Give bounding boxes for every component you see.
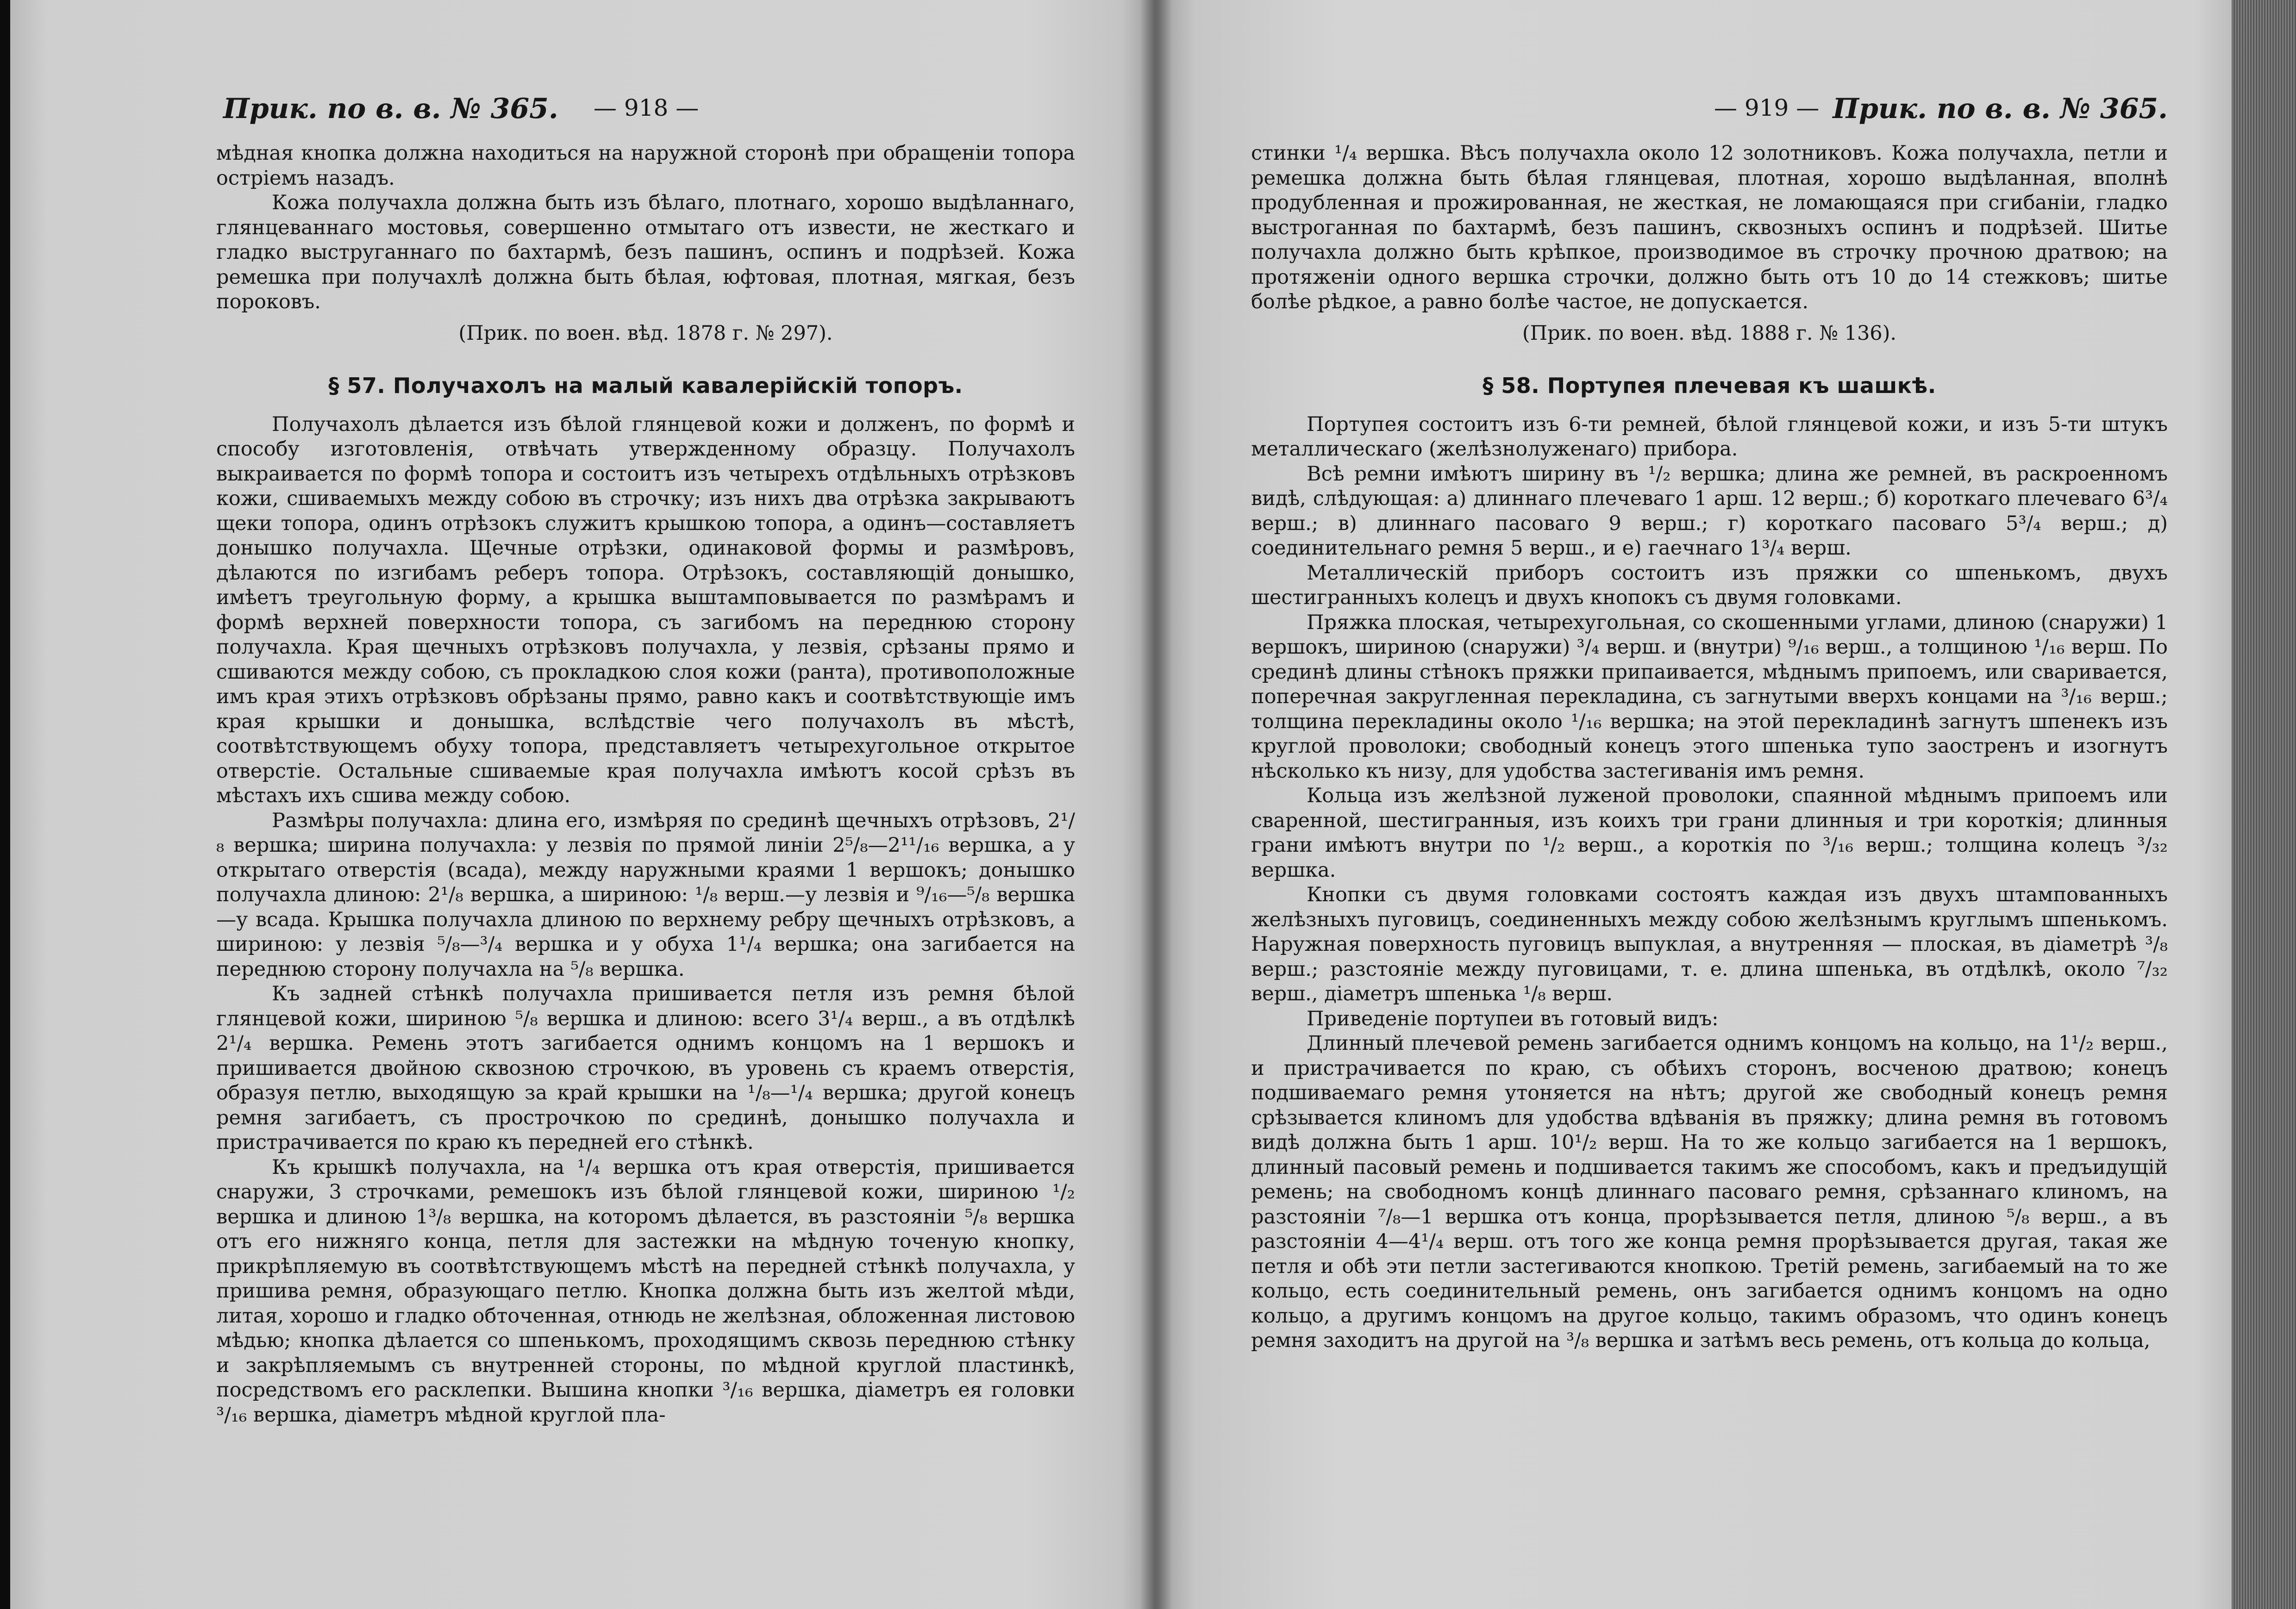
paragraph: Портупея состоитъ изъ 6-ти ремней, бѣлой глянцевой кожи, и изъ 5-ти штукъ металлическаго (желѣзнолуженаго) прибора. [1251, 412, 2168, 461]
left-page-number: — 918 — [594, 94, 699, 121]
paragraph: Длинный плечевой ремень загибается однимъ концомъ на кольцо, на 1¹/₂ верш., и пристрачивается по краю, съ обѣихъ сторонъ, восченою дратвою; конецъ подшиваемаго ремня утоняется на нѣтъ; другой же свободный конецъ ремня срѣзывается клиномъ для удобства вдѣванія въ пряжку; длина ремня въ готовомъ видѣ должна быть 1 арш. 10¹/₂ верш. На то же кольцо загибается на 1 вершокъ, длинный пасовый ремень и подшивается такимъ же способомъ, какъ и предъидущій ремень; на свободномъ концѣ длиннаго пасоваго ремня, срѣзаннаго клиномъ, на разстояніи ⁷/₈—1 вершка отъ конца, прорѣзывается петля, длиною ⁵/₈ верш., а въ разстояніи 4—4¹/₄ верш. отъ того же конца ремня прорѣзывается другая, такая же петля и обѣ эти петли застегиваются кнопкою. Третій ремень, загибаемый на то же кольцо, есть соединительный ремень, онъ загибается однимъ концомъ на одно кольцо, а другимъ концомъ на другое кольцо, такимъ образомъ, что одинъ конецъ ремня заходитъ на другой на ³/₈ вершка и затѣмъ весь ремень, отъ кольца до кольца, [1251, 1032, 2168, 1352]
right-page-header [1251, 93, 2168, 125]
citation: (Прик. по воен. вѣд. 1878 г. № 297). [458, 321, 833, 345]
book-gutter [1140, 0, 1172, 1609]
paragraph: стинки ¹/₄ вершка. Вѣсъ получахла около 12 золотниковъ. Кожа получахла, петли и ремешка должна быть бѣлая глянцевая, плотная, хорошо выдѣланная, вполнѣ продубленная и прожированная, не жесткая, не ломающаяся при сгибаніи, гладко выстроганная по бахтармѣ, безъ пашинъ, сквозныхъ оспинъ и подрѣзей. Шитье получахла должно быть крѣпкое, производимое въ строчку прочною дратвою; на протяженіи одного вершка строчки, должно быть отъ 10 до 14 стежковъ; шитье болѣе рѣдкое, а равно болѣе частое, не допускается. [1251, 142, 2168, 313]
paragraph: Металлическій приборъ состоитъ изъ пряжки со шпенькомъ, двухъ шестигранныхъ колецъ и двухъ кнопокъ съ двумя головками. [1251, 561, 2168, 609]
paragraph: Приведеніе портупеи въ готовый видъ: [1307, 1007, 1719, 1030]
page-edges [2232, 0, 2296, 1609]
paragraph: Кожа получахла должна быть изъ бѣлаго, плотнаго, хорошо выдѣланнаго, глянцеваннаго мостовья, совершенно отмытаго отъ извести, не жесткаго и гладко выструганнаго по бахтармѣ, безъ пашинъ, оспинъ и подрѣзей. Кожа ремешка при получахлѣ должна быть бѣлая, юфтовая, плотная, мягкая, безъ пороковъ. [216, 191, 1075, 313]
section-heading-57: § 57. Получахолъ на малый кавалерійскій топоръ. [328, 373, 963, 398]
right-page-number: — 919 — [1714, 94, 1820, 121]
paragraph: Всѣ ремни имѣютъ ширину въ ¹/₂ вершка; длина же ремней, въ раскроенномъ видѣ, слѣдующая: а) длиннаго плечеваго 1 арш. 12 верш.; б) короткаго плечеваго 6³/₄ верш.; в) длиннаго пасоваго 9 верш.; г) короткаго пасоваго 5³/₄ верш.; д) соединительнаго ремня 5 верш., и е) гаечнаго 1³/₄ верш. [1251, 462, 2168, 560]
paragraph: Къ крышкѣ получахла, на ¹/₄ вершка отъ края отверстія, пришивается снаружи, 3 строчками, ремешокъ изъ бѣлой глянцевой кожи, шириною ¹/₂ вершка и длиною 1³/₈ вершка, на которомъ дѣлается, въ разстояніи ⁵/₈ вершка отъ его нижняго конца, петля для застежки на мѣдную точеную кнопку, прикрѣпляемую въ соотвѣтствующемъ мѣстѣ на передней стѣнкѣ получахла, у пришива ремня, образующаго петлю. Кнопка должна быть изъ желтой мѣди, литая, хорошо и гладко обточенная, отнюдь не желѣзная, обложенная листовою мѣдью; кнопка дѣлается со шпенькомъ, проходящимъ сквозь переднюю стѣнку и закрѣпляемымъ съ внутренней стороны, по мѣдной круглой пластинкѣ, посредствомъ его расклепки. Вышина кнопки ³/₁₆ вершка, діаметръ ея головки ³/₁₆ вершка, діаметръ мѣдной круглой пла- [216, 1155, 1075, 1427]
paragraph: Получахолъ дѣлается изъ бѣлой глянцевой кожи и долженъ, по формѣ и способу изготовленія, отвѣчать утвержденному образцу. Получахолъ выкраивается по формѣ топора и состоитъ изъ четырехъ отдѣльныхъ отрѣзковъ кожи, сшиваемыхъ между собою въ строчку; изъ нихъ два отрѣзка закрываютъ щеки топора, одинъ отрѣзокъ служитъ крышкою топора, а одинъ—составляетъ донышко получахла. Щечные отрѣзки, одинаковой формы и размѣровъ, дѣлаются по изгибамъ реберъ топора. Отрѣзокъ, составляющій донышко, имѣетъ треугольную форму, а крышка выштамповывается по размѣрамъ и формѣ верхней поверхности топора, съ загибомъ на переднюю сторону получахла. Края щечныхъ отрѣзковъ получахла, у лезвія, срѣзаны прямо и сшиваются между собою, съ прокладкою слоя кожи (ранта), противоположные имъ края этихъ отрѣзковъ обрѣзаны прямо, равно какъ и соотвѣтствующіе имъ края крышки и донышка, вслѣдствіе чего получахолъ въ мѣстѣ, соотвѣтствующемъ обуху топора, представляетъ четырехугольное открытое отверстіе. Остальные сшиваемые края получахла имѣютъ косой срѣзъ въ мѣстахъ ихъ сшива между собою. [216, 412, 1075, 807]
paragraph: Къ задней стѣнкѣ получахла пришивается петля изъ ремня бѣлой глянцевой кожи, шириною ⁵/₈ вершка и длиною: всего 3¹/₄ верш., а въ отдѣлкѣ 2¹/₄ вершка. Ремень этотъ загибается однимъ концомъ на 1 вершокъ и пришивается двойною сквозною строчкою, въ уровень съ краемъ отверстія, образуя петлю, выходящую за край крышки на ¹/₈—¹/₄ вершка; другой конецъ ремня загибаетъ, съ прострочкою по срединѣ, донышко получахла и пристрачивается по краю къ передней его стѣнкѣ. [216, 982, 1075, 1154]
paragraph: мѣдная кнопка должна находиться на наружной сторонѣ при обращеніи топора остріемъ назадъ. [216, 142, 1075, 190]
right-page-body [1251, 141, 2168, 1353]
right-header-title: Прик. по в. в. № 365. [1833, 93, 2168, 125]
paragraph: Размѣры получахла: длина его, измѣряя по срединѣ щечныхъ отрѣзовъ, 2¹/₈ вершка; ширина получахла: у лезвія по прямой линіи 2⁵/₈—2¹¹/₁₆ вершка, а у открытаго отверстія (всада), между наружными краями 1 вершокъ; донышко получахла длиною: 2¹/₈ вершка, а шириною: ¹/₈ верш.—у лезвія и ⁹/₁₆—⁵/₈ вершка—у всада. Крышка получахла длиною по верхнему ребру щечныхъ отрѣзковъ, а шириною: у лезвія ⁵/₈—³/₄ вершка и у обуха 1¹/₄ вершка; она загибается на переднюю сторону получахла на ⁵/₈ вершка. [216, 809, 1075, 981]
right-page [1154, 0, 2270, 1609]
left-page [10, 0, 1154, 1609]
paragraph: Кнопки съ двумя головками состоятъ каждая изъ двухъ штампованныхъ желѣзныхъ пуговицъ, соединенныхъ между собою желѣзнымъ круглымъ шпенькомъ. Наружная поверхность пуговицъ выпуклая, а внутренняя — плоская, въ діаметрѣ ³/₈ верш.; разстояніе между пуговицами, т. е. длина шпенька, въ отдѣлкѣ, около ⁷/₃₂ верш., діаметръ шпенька ¹/₈ верш. [1251, 883, 2168, 1005]
left-page-header [214, 93, 1075, 125]
paragraph: Кольца изъ желѣзной луженой проволоки, спаянной мѣднымъ припоемъ или сваренной, шестигранныя, изъ коихъ три грани длинныя и три короткія; длинныя грани имѣютъ внутри по ¹/₂ верш., а короткія по ³/₁₆ верш.; толщина колецъ ³/₃₂ вершка. [1251, 784, 2168, 882]
paragraph: Пряжка плоская, четырехугольная, со скошенными углами, длиною (снаружи) 1 вершокъ, шириною (снаружи) ³/₄ верш. и (внутри) ⁹/₁₆ верш., а толщиною ¹/₁₆ верш. По срединѣ длины стѣнокъ пряжки припаивается, мѣднымъ припоемъ, или сваривается, поперечная закругленная перекладина, съ загнутыми вверхъ концами на ³/₁₆ верш.; толщина перекладины около ¹/₁₆ вершка; на этой перекладинѣ загнутъ шпенекъ изъ круглой проволоки; свободный конецъ этого шпенька тупо заостренъ и изогнутъ нѣсколько къ низу, для удобства застегиванія имъ ремня. [1251, 611, 2168, 783]
book-spread [10, 0, 2270, 1609]
section-heading-58: § 58. Портупея плечевая къ шашкѣ. [1483, 373, 1936, 398]
left-page-body [216, 141, 1075, 1428]
left-header-title: Прик. по в. в. № 365. [223, 93, 558, 125]
citation: (Прик. по воен. вѣд. 1888 г. № 136). [1522, 321, 1897, 345]
